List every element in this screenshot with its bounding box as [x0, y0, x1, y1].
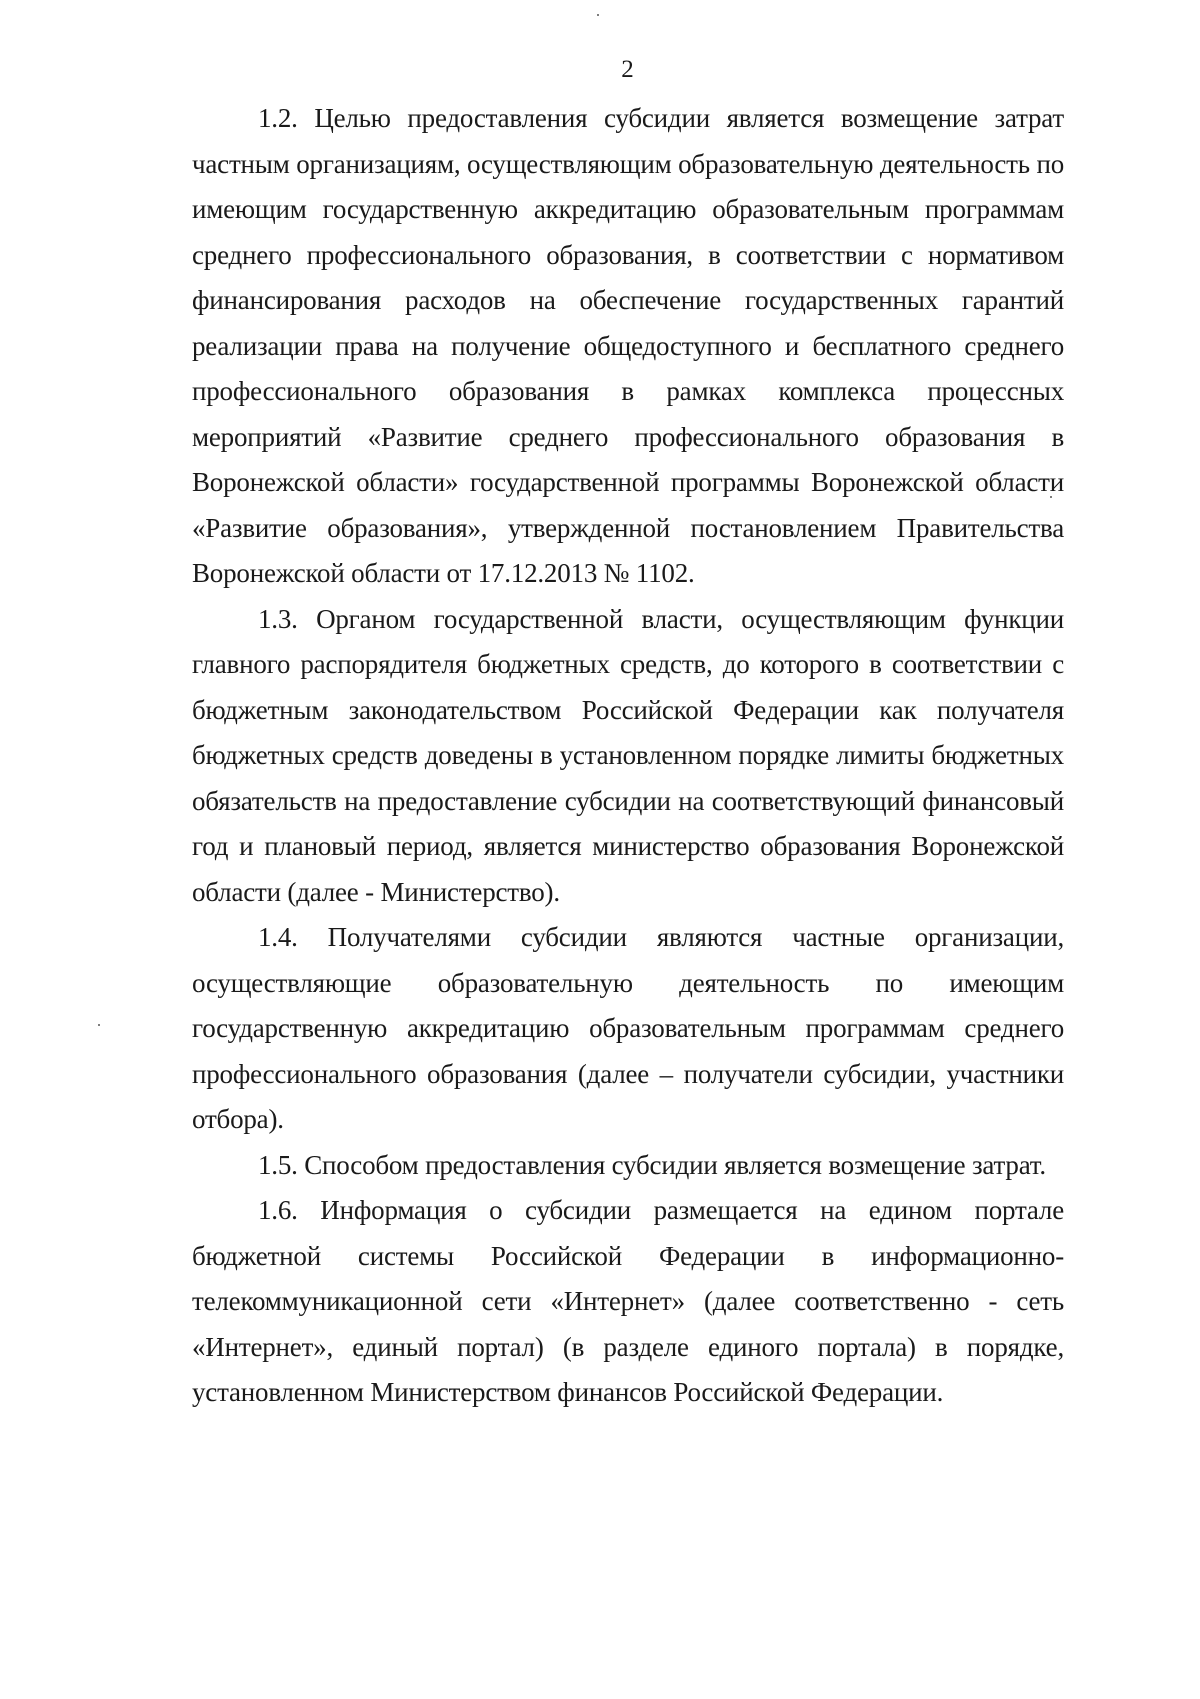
text-line: телекоммуникационной сети «Интернет» (далее соответственно - сеть [192, 1286, 1064, 1316]
text-line: Воронежской области» государственной программы Воронежской области [192, 467, 1064, 497]
text-line: «Развитие образования», утвержденной постановлением Правительства [192, 512, 1064, 543]
text-line: профессионального образования в рамках комплекса процессных [192, 376, 1064, 406]
text-line: 1.4. Получателями субсидии являются частные организации, [258, 922, 1064, 952]
text-line: реализации права на получение общедоступного и бесплатного среднего [192, 330, 1064, 361]
paragraph-1-3 [192, 597, 1064, 916]
text-line: государственную аккредитацию образовательным программам среднего [192, 1013, 1064, 1043]
scan-artifact [597, 14, 599, 16]
paragraph-1-6 [192, 1188, 1064, 1416]
text-line: 1.2. Целью предоставления субсидии является возмещение затрат [258, 103, 1064, 133]
text-line: бюджетных средств доведены в установленном порядке лимиты бюджетных [192, 740, 1064, 770]
text-line: отбора). [192, 1104, 284, 1134]
text-line: год и плановый период, является министерство образования Воронежской [192, 831, 1064, 861]
scan-artifact [98, 1024, 100, 1026]
text-line: имеющим государственную аккредитацию образовательным программам [192, 194, 1064, 224]
text-line: «Интернет», единый портал) (в разделе единого портала) в порядке, [192, 1331, 1064, 1362]
text-line: осуществляющие образовательную деятельность по имеющим [192, 967, 1064, 998]
text-line: частным организациям, осуществляющим образовательную деятельность по [192, 148, 1064, 179]
text-line: мероприятий «Развитие среднего профессионального образования в [192, 421, 1064, 452]
text-line: финансирования расходов на обеспечение государственных гарантий [192, 285, 1064, 315]
paragraph-1-5 [192, 1143, 1064, 1189]
text-line: главного распорядителя бюджетных средств, до которого в соответствии с [192, 649, 1064, 679]
paragraph-1-2 [192, 96, 1064, 597]
text-line: установленном Министерством финансов Российской Федерации. [192, 1377, 944, 1407]
text-line: среднего профессионального образования, в соответствии с нормативом [192, 239, 1064, 270]
text-line: Воронежской области от 17.12.2013 № 1102. [192, 558, 695, 588]
text-line: профессионального образования (далее – получатели субсидии, участники [192, 1058, 1064, 1089]
text-line: 1.3. Органом государственной власти, осуществляющим функции [258, 603, 1064, 634]
paragraph-1-4 [192, 915, 1064, 1143]
text-line: бюджетной системы Российской Федерации в информационно- [192, 1240, 1064, 1271]
page-number: 2 [621, 56, 634, 83]
text-line: бюджетным законодательством Российской Федерации как получателя [192, 694, 1064, 725]
text-line: 1.5. Способом предоставления субсидии является возмещение затрат. [258, 1149, 1046, 1180]
text-line: обязательств на предоставление субсидии на соответствующий финансовый [192, 785, 1064, 816]
text-line: области (далее - Министерство). [192, 876, 560, 907]
text-line: 1.6. Информация о субсидии размещается на едином портале [258, 1195, 1064, 1225]
document-body [192, 96, 1064, 1416]
